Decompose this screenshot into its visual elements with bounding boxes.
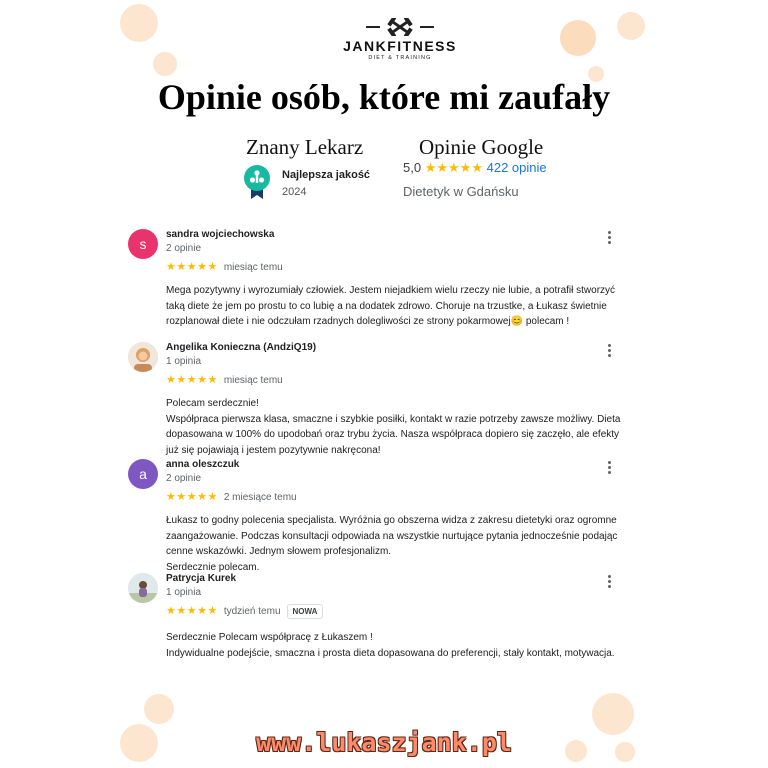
review-text <box>166 513 626 575</box>
website-url-link[interactable]: www.lukaszjank.pl <box>256 728 512 757</box>
review-meta <box>166 260 283 273</box>
decor-dot <box>560 20 596 56</box>
review-text <box>166 630 626 661</box>
review-stars: ★★★★★ <box>166 605 218 617</box>
brand-tagline: DIET & TRAINING <box>368 55 432 61</box>
decor-dot <box>153 52 177 76</box>
review-paragraph: Serdecznie Polecam współpracę z Łukaszem ! <box>166 632 373 643</box>
review-paragraph: Indywidualne podejście, smaczna i prosta dieta dopasowana do preferencji, stały kontakt, motywacja. <box>166 647 615 659</box>
profile-photo-icon <box>128 342 158 372</box>
google-review-count-link[interactable]: 422 opinie <box>486 160 547 175</box>
review-stars: ★★★★★ <box>166 491 218 503</box>
review-card <box>128 573 628 663</box>
more-options-icon[interactable] <box>606 575 612 590</box>
znany-year: 2024 <box>282 186 307 198</box>
decor-dot <box>617 12 645 40</box>
review-time: miesiąc temu <box>223 262 283 273</box>
review-paragraph: Mega pozytywny i wyrozumiały człowiek. Jestem niejadkiem wielu rzeczy nie lubie, a potrafił stworzyć taką diete że jem po prostu to co lubię a na dodatek zdrowo. Choruje na trzustke, a Łukasz świetnie rozplanował diete i nie odczułam rzadnych dolegliwości ze strony pokarmowej😊 polecam ! <box>166 285 616 327</box>
profile-photo-icon <box>128 573 158 603</box>
more-options-icon[interactable] <box>606 461 612 476</box>
review-paragraph: Polecam serdecznie! <box>166 398 259 409</box>
review-time: miesiąc temu <box>223 375 283 386</box>
review-card <box>128 459 628 573</box>
decor-dot <box>120 4 158 42</box>
review-time: 2 miesiące temu <box>223 492 297 503</box>
brand-name: JANKFITNESS <box>343 38 457 54</box>
more-options-icon[interactable] <box>606 231 612 246</box>
review-time: tydzień temu <box>223 606 281 617</box>
dumbbell-icon <box>360 18 440 36</box>
reviewer-name[interactable]: anna oleszczuk <box>166 459 240 470</box>
google-subtitle: Dietetyk w Gdańsku <box>403 184 519 199</box>
more-options-icon[interactable] <box>606 344 612 359</box>
google-rating-value: 5,0 <box>403 160 422 175</box>
review-paragraph: Współpraca pierwsza klasa, smaczne i szybkie posiłki, kontakt w razie potrzeby zawsze możliwy. Dieta dopasowana w 100% do upodobań oraz trybu życia. Nasza współpraca dopiero się zaczęło, ale efekty już się pojawiają i jestem pozytywnie nakręcona! <box>166 413 621 456</box>
review-meta <box>166 373 283 386</box>
reviewer-review-count: 2 opinie <box>166 473 202 484</box>
reviewer-name[interactable]: sandra wojciechowska <box>166 229 275 240</box>
new-badge: NOWA <box>287 604 324 619</box>
review-card <box>128 229 628 329</box>
google-title: Opinie Google <box>419 135 544 159</box>
review-meta <box>166 490 297 503</box>
avatar[interactable]: a <box>128 459 158 489</box>
reviewer-review-count: 1 opinia <box>166 356 202 367</box>
review-stars: ★★★★★ <box>166 374 218 386</box>
avatar[interactable] <box>128 342 158 372</box>
review-paragraph: Serdecznie polecam. <box>166 561 260 573</box>
reviewer-name[interactable]: Angelika Konieczna (AndziQ19) <box>166 342 317 353</box>
review-card <box>128 342 628 456</box>
brand-logo <box>340 18 460 61</box>
page-title: Opinie osób, które mi zaufały <box>157 77 611 117</box>
quality-badge-icon <box>242 164 272 200</box>
znany-lekarz-title: Znany Lekarz <box>246 135 364 159</box>
reviewer-review-count: 1 opinia <box>166 587 202 598</box>
review-stars: ★★★★★ <box>166 261 218 273</box>
google-rating <box>403 160 547 176</box>
review-paragraph: Łukasz to godny polecenia specjalista. Wyróżnia go obszerna widza z zakresu dietetyki oraz ogromne zaangażowanie. Podczas konsultacji odpowiada na wszystkie nurtujące pytania jednocześnie podając cenne wskazówki. Jednym słowem profesjonalizm. <box>166 515 618 557</box>
google-stars: ★★★★★ <box>424 160 483 175</box>
reviewer-review-count: 2 opinie <box>166 243 202 254</box>
znany-quality-label: Najlepsza jakość <box>282 169 371 181</box>
review-text <box>166 283 626 330</box>
reviewer-name[interactable]: Patrycja Kurek <box>166 573 237 584</box>
review-meta <box>166 604 323 619</box>
avatar[interactable]: s <box>128 229 158 259</box>
review-text <box>166 396 626 458</box>
decor-dot <box>144 694 174 724</box>
avatar[interactable] <box>128 573 158 603</box>
